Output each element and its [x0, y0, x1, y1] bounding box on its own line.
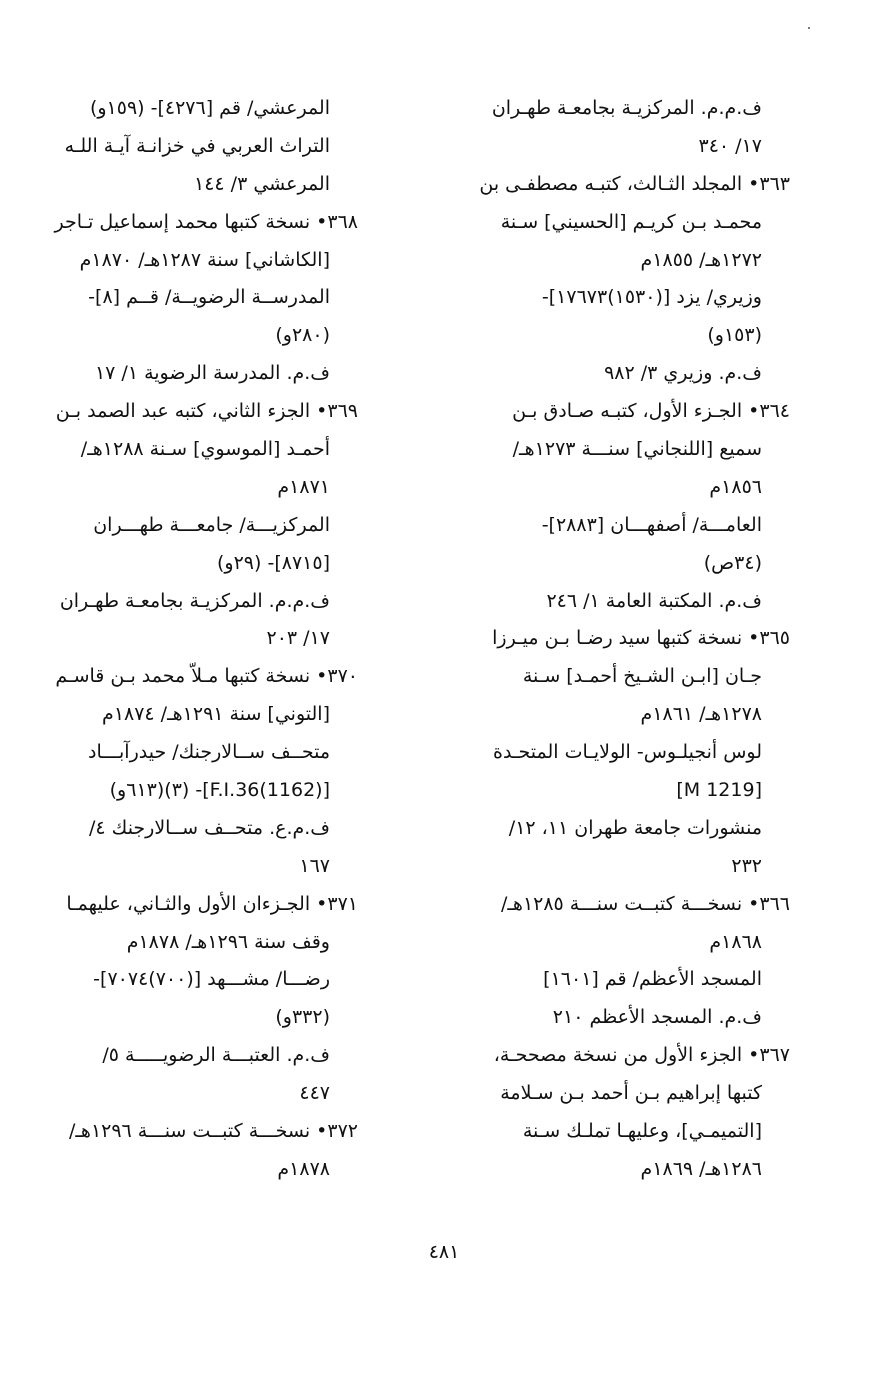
entry-line: ١٢٧٢هـ/ ١٨٥٥م [640, 248, 762, 271]
entry-first-line: ٣٦٦• نسخـــة كتبــت سنـــة ١٢٨٥هـ/ [500, 892, 790, 915]
scan-mark [808, 27, 810, 29]
entry-line: ١٧/ ٢٠٣ [266, 627, 330, 650]
entry-line: المسجد الأعظم/ قم [١٦٠١] [543, 968, 762, 991]
entry-first-line: ٣٧٠• نسخة كتبها مـلاّ محمد بـن قاسـم [55, 665, 358, 688]
entry-line: المدرســة الرضويــة/ قــم [٨]- [88, 286, 330, 309]
entry-line: ٤٤٧ [299, 1082, 330, 1105]
entry-line: ف.م. المكتبة العامة ١/ ٢٤٦ [546, 589, 762, 612]
entry-line: ف.م. العتبـــة الرضويـــــة ٥/ [102, 1044, 330, 1067]
entry-line: التراث العربي في خزانـة آيـة اللـه [64, 134, 330, 157]
entry-line: [التميمـي]، وعليهـا تملـك سـنة [522, 1120, 762, 1143]
entry-line: [التوني] سنة ١٢٩١هـ/ ١٨٧٤م [102, 703, 330, 726]
entry-line: ١٨٧١م [277, 475, 330, 498]
entry-line: ١٨٦٨م [709, 930, 762, 953]
entry-line: (٣٣٢و) [275, 1006, 330, 1029]
entry-line: ف.م.م. المركزيـة بجامعـة طهـران [59, 589, 330, 612]
entry-line: وقف سنة ١٢٩٦هـ/ ١٨٧٨م [126, 930, 330, 953]
entry-line: (٣٤ص) [703, 551, 762, 574]
left-column [54, 90, 358, 1189]
entry-first-line: ٣٦٩• الجزء الثاني، كتبه عبد الصمد بـن [55, 400, 358, 423]
entry-line: وزيري/ يزد [(١٥٣٠)١٧٦٧٣]- [541, 286, 762, 309]
entry-line: سميع [اللنجاني] سنـــة ١٢٧٣هـ/ [512, 438, 762, 461]
entry-line: (١٥٣و) [707, 324, 762, 347]
entry-first-line: ٣٦٥• نسخة كتبها سيد رضـا بـن ميـرزا [492, 627, 790, 650]
entry-line: رضـــا/ مشـــهد [(٧٠٠)٧٠٧٤]- [93, 968, 330, 991]
entry-line: جـان [ابـن الشـيخ أحمـد] سـنة [522, 665, 762, 688]
entry-line: ١٢٧٨هـ/ ١٨٦١م [640, 703, 762, 726]
entry-line: [الكاشاني] سنة ١٢٨٧هـ/ ١٨٧٠م [79, 248, 330, 271]
entry-line: متحــف ســالارجنك/ حيدرآبـــاد [88, 741, 330, 764]
entry-line: المرعشي/ قم [٤٢٧٦]- (١٥٩و) [89, 97, 330, 119]
entry-line: ١٧/ ٣٤٠ [698, 134, 762, 157]
entry-first-line: ٣٧٢• نسخـــة كتبــت سنـــة ١٢٩٦هـ/ [68, 1120, 358, 1143]
entry-line: أحمـد [الموسوي] سـنة ١٢٨٨هـ/ [80, 438, 330, 461]
entry-line: ١٦٧ [299, 854, 330, 877]
entry-line: [M 1219] [676, 779, 762, 802]
right-column [458, 90, 790, 1189]
entry-line: ف.م.م. المركزيـة بجامعـة طهـران [491, 97, 762, 119]
entry-line: المركزيـــة/ جامعـــة طهـــران [93, 513, 330, 536]
entry-line: محمـد بـن كريـم [الحسيني] سـنة [500, 210, 762, 233]
entry-line: (٢٨٠و) [275, 324, 330, 347]
entry-line: العامـــة/ أصفهـــان [٢٨٨٣]- [541, 513, 762, 536]
entry-line: منشورات جامعة طهران ١١، ١٢/ [508, 816, 762, 839]
entry-first-line: ٣٦٤• الجـزء الأول، كتبـه صـادق بـن [512, 400, 790, 423]
entry-first-line: ٣٧١• الجـزءان الأول والثـاني، عليهمـا [66, 892, 358, 915]
entry-line: ف.م.ع. متحــف ســالارجنك ٤/ [89, 816, 330, 839]
entry-line: ف.م. المسجد الأعظم ٢١٠ [552, 1006, 762, 1029]
entry-line: ١٨٥٦م [709, 475, 762, 498]
entry-line: ١٢٨٦هـ/ ١٨٦٩م [640, 1157, 762, 1180]
page-number: ٤٨١ [428, 1241, 460, 1263]
entry-line: لوس أنجيلـوس- الولايـات المتحـدة [493, 741, 762, 764]
entry-line: كتبها إبراهيم بـن أحمد بـن سـلامة [500, 1082, 762, 1105]
entry-line: ١٨٧٨م [277, 1157, 330, 1180]
entry-line: ف.م. المدرسة الرضوية ١/ ١٧ [94, 362, 330, 385]
entry-first-line: ٣٦٧• الجزء الأول من نسخة مصححـة، [493, 1044, 790, 1067]
entry-line: [(1162)F.I.36]- (٣)(٦١٣و) [109, 779, 330, 802]
entry-line: المرعشي ٣/ ١٤٤ [194, 172, 330, 195]
entry-first-line: ٣٦٨• نسخة كتبها محمد إسماعيل تـاجر [54, 210, 358, 233]
entry-first-line: ٣٦٣• المجلد الثـالث، كتبـه مصطفـى بن [479, 172, 790, 195]
entry-line: [٨٧١٥]- (٢٩و) [217, 551, 330, 574]
entry-line: ف.م. وزيري ٣/ ٩٨٢ [604, 362, 762, 385]
entry-line: ٢٣٢ [731, 854, 762, 877]
